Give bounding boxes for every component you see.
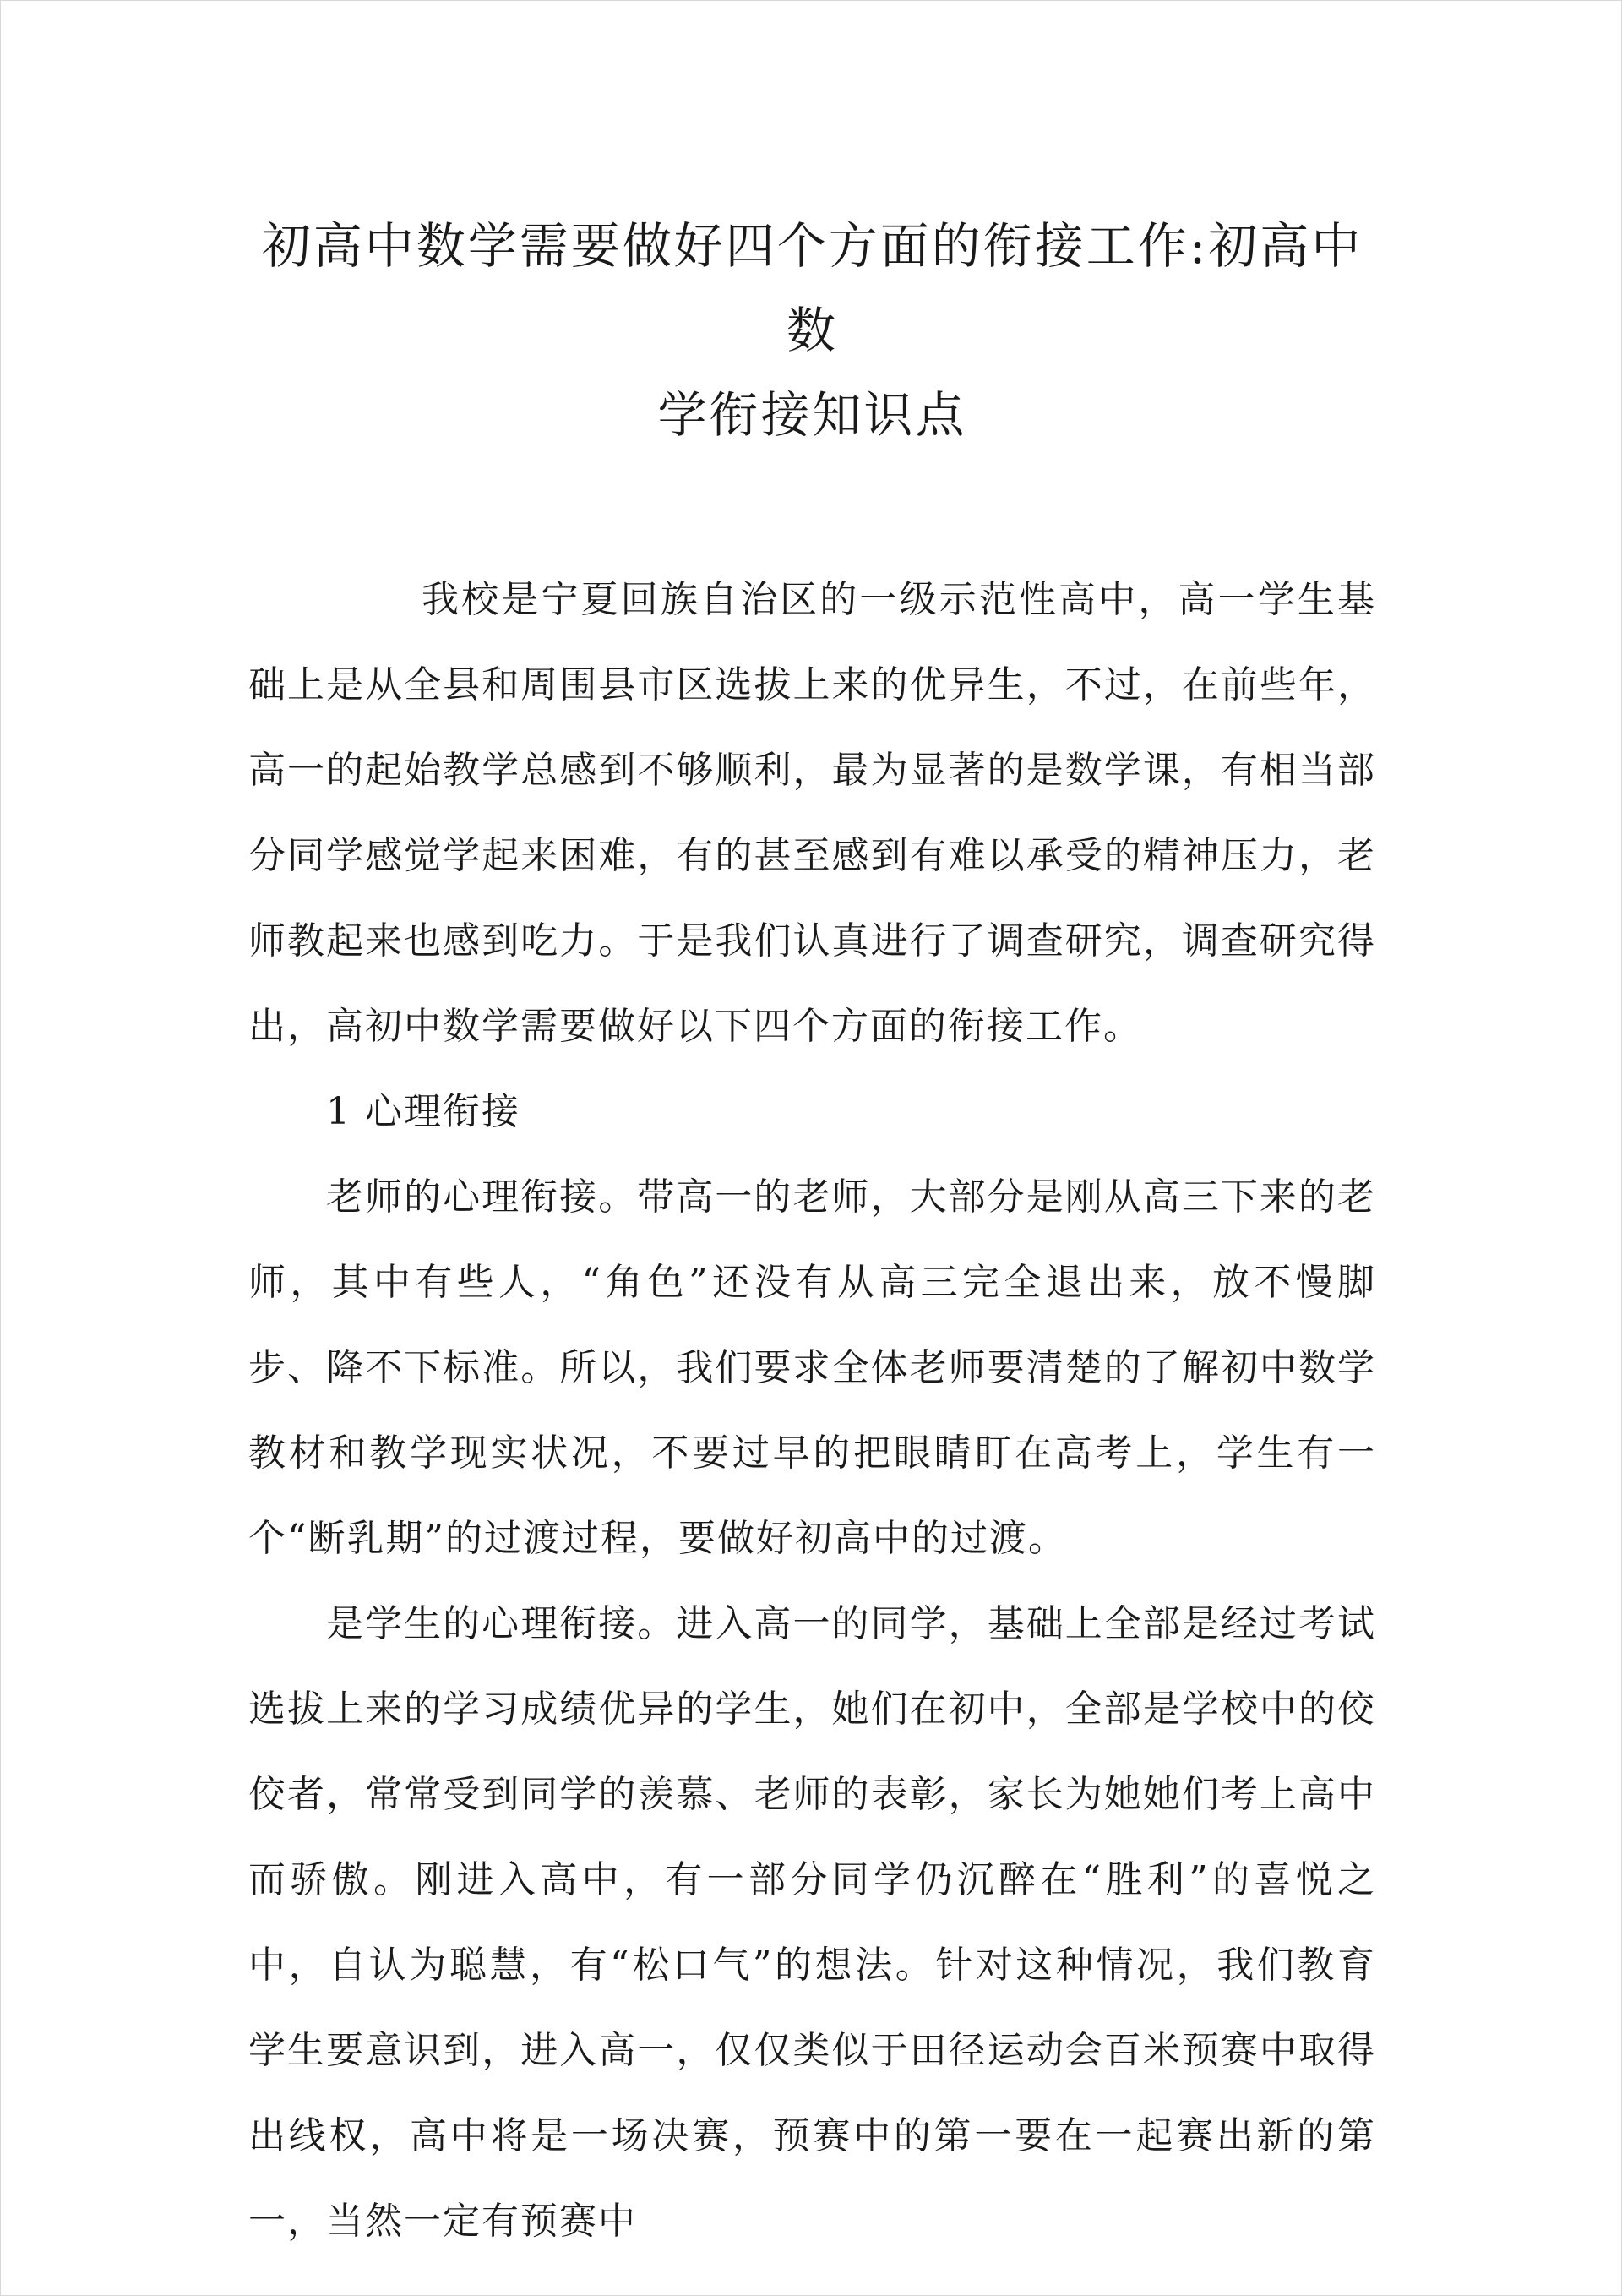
section-heading: 1 心理衔接 <box>326 1090 520 1133</box>
student-paragraph: 是学生的心理衔接。进入高一的同学，基础上全部是经过考试选拔上来的学习成绩优异的学生，她们在初中，全部是学校中的佼佼者，常常受到同学的羡慕、老师的表彰，家长为她她们考上高中而骄傲。刚进入高中，有一部分同学仍沉醉在“胜利”的喜悦之中，自认为聪慧，有“松口气”的想法。针对这种情况，我们教育学生要意识到，进入高一，仅仅类似于田径运动会百米预赛中取得出线权，高中将是一场决赛，预赛中的第一要在一起赛出新的第一，当然一定有预赛中 <box>248 1602 1376 2243</box>
teacher-paragraph: 老师的心理衔接。带高一的老师，大部分是刚从高三下来的老师，其中有些人，“角色”还没有从高三完全退出来，放不慢脚步、降不下标准。所以，我们要求全体老师要清楚的了解初中数学教材和教学现实状况，不要过早的把眼睛盯在高考上，学生有一个“断乳期”的过渡过程，要做好初高中的过渡。 <box>248 1175 1376 1560</box>
document-body <box>248 557 1376 2264</box>
title-line-1: 初高中数学需要做好四个方面的衔接工作:初高中数 <box>261 217 1363 359</box>
document-title <box>248 204 1376 457</box>
intro-paragraph: 我校是宁夏回族自治区的一级示范性高中，高一学生基础上是从全县和周围县市区选拔上来的优异生，不过，在前些年，高一的起始教学总感到不够顺利，最为显著的是数学课，有相当部分同学感觉学起来困难，有的甚至感到有难以承受的精神压力，老师教起来也感到吃力。于是我们认真进行了调查研究，调查研究得出，高初中数学需要做好以下四个方面的衔接工作。 <box>248 578 1376 1048</box>
title-line-2: 学衔接知识点 <box>657 386 967 444</box>
document-content <box>248 204 1376 2264</box>
